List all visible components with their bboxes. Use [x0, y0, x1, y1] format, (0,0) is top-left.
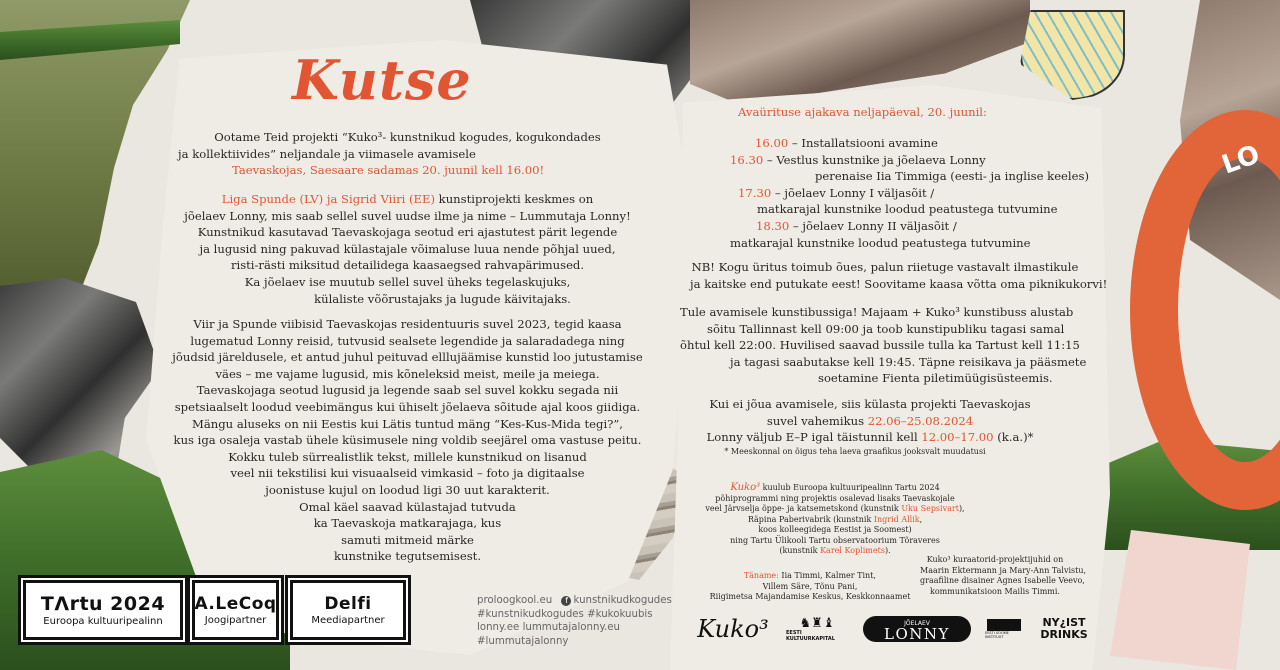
schedule-text: – jõelaev Lonny I väljasõit /	[771, 185, 935, 200]
cliff-photo-topright	[690, 0, 1030, 105]
bus-paragraph	[680, 304, 1087, 387]
visit-text: suvel vahemikus	[766, 413, 868, 428]
body-line: Liga Spunde (LV) ja Sigrid Viiri (EE) kunstiprojekti keskmes on	[221, 192, 594, 206]
body-line: ja kaitske end putukate eest! Soovitame kaasa võtta oma piknikukorvi!	[690, 276, 1108, 291]
credits-line: veel Järvselja õppe- ja katsemetskond (kunstnik Uku Sepsivart),	[705, 504, 965, 513]
visit-text: (k.a.)*	[993, 430, 1034, 445]
lifebuoy-label: LO	[1218, 139, 1264, 181]
partner-name: Delfi	[324, 594, 372, 614]
kulturkapital-text: EESTI KULTUURKAPITAL	[786, 629, 835, 642]
body-line: veel nii tekstilisi kui visuaalseid vimkasid – foto ja digitaalse	[230, 466, 585, 481]
body-line: ja lugusid ning pakuvad külastajale võimaluse luua nende põhjal uued,	[199, 241, 616, 256]
thanks-paragraph	[700, 571, 920, 603]
nyrist-drinks-text: NY¿IST	[1042, 616, 1086, 629]
visit-paragraph	[690, 396, 1050, 446]
page-title: Kutse	[292, 48, 472, 112]
credits-line: Kuko³ kuulub Euroopa kultuuripealinn Tartu 2024	[730, 482, 940, 493]
credits-line: ning Tartu Ülikooli Tartu observatoorium Tõraveres	[730, 535, 940, 545]
credits-line: koos kolleegidega Eestist ja Soomest)	[758, 525, 912, 534]
body-line: ja tagasi saabutakse kell 19:45. Täpne reisikava ja pääsmete	[730, 354, 1087, 369]
body-line-tail: kunstiprojekti keskmes on	[434, 192, 594, 206]
body-line: Omal käel saavad külastajad tutvuda	[299, 499, 516, 514]
link-row	[477, 594, 672, 608]
credits-paragraph	[690, 483, 980, 557]
schedule-time: 16.00	[755, 136, 789, 150]
thanks-line: Riigimetsa Majandamise Keskus, Keskkonnaamet	[709, 592, 911, 601]
curators-line: graafiline disainer Agnes Isabelle Veevo,	[920, 576, 1085, 585]
body-line: joonistuse kujul on loodud ligi 30 uut karakterit.	[265, 482, 550, 497]
link-websites[interactable]: lonny.ee lummutajalonny.eu	[477, 622, 620, 634]
schedule-item	[700, 185, 1100, 202]
visit-hours: 12.00–17.00	[921, 430, 994, 445]
body-line: soetamine Fienta piletimüügisüsteemis.	[818, 371, 1053, 386]
nb-paragraph	[690, 259, 1108, 292]
soome-instituut-text: EESTI SOOME INSTITUUT	[985, 631, 1009, 639]
residency-paragraph	[150, 316, 665, 565]
credits-line: Räpina Paberivabrik (kunstnik Ingrid Allik,	[747, 514, 923, 524]
partner-role: Meediapartner	[311, 615, 385, 626]
kuko-logo-text: Kuko³	[697, 615, 769, 643]
body-line: Mängu aluseks on nii Eestis kui Lätis tuntud mäng “Kes-Kus-Mida tegi?”,	[192, 416, 623, 431]
body-line: külaliste võõrustajaks ja lugude käivitajaks.	[314, 291, 571, 306]
body-line: õhtul kell 22:00. Huvilised saavad bussile tulla ka Tartust kell 11:15	[680, 338, 1080, 353]
schedule-item	[700, 168, 1100, 185]
schedule-time: 16.30	[730, 152, 764, 167]
body-line: Viir ja Spunde viibisid Taevaskojas residentuuris suvel 2023, tegid kaasa	[193, 317, 622, 331]
link-facebook[interactable]: kunstnikudkogudes	[573, 595, 672, 606]
kulturkapital-logo	[786, 616, 848, 642]
curators-line: Maarin Ektermann ja Mary-Ann Talvistu,	[920, 565, 1087, 575]
link-hashtags[interactable]: #kunstnikudkogudes #kukokuubis	[477, 608, 653, 620]
body-line: samuti mitmeid märke	[341, 532, 474, 547]
link-hashtag[interactable]: #lummutajalonny	[477, 635, 569, 647]
schedule-footnote: * Meeskonnal on õigus teha laeva graafikus jooksvalt muudatusi	[724, 447, 986, 456]
thanks-text: Iia Timmi, Kalmer Tint,	[778, 571, 876, 580]
body-line: Kui ei jõua avamisele, siis külasta projekti Taevaskojas	[709, 397, 1031, 411]
project-paragraph	[150, 191, 665, 307]
schedule-time: 17.30	[738, 185, 772, 200]
schedule-item	[700, 218, 1100, 235]
nyrist-drinks-text: DRINKS	[1040, 628, 1088, 641]
ink-drawing-bottomright	[1110, 530, 1250, 670]
schedule-text: – jõelaev Lonny II väljasõit /	[789, 218, 957, 233]
body-line: kus iga osaleja vastab ühele küsimusele ning voldib seejärel oma vastuse peitu.	[173, 433, 642, 448]
thanks-line: Villem Säre, Tõnu Pani,	[762, 581, 858, 591]
schedule-item	[700, 235, 1100, 252]
thanks-line	[700, 571, 920, 582]
credits-line: põhiprogrammi ning projektis osalevad lisaks Taevaskojale	[715, 493, 955, 503]
rock-photo-left	[0, 278, 160, 478]
link-website[interactable]: proloogkool.eu	[477, 595, 553, 606]
partner-role: Joogipartner	[204, 615, 267, 626]
visit-text: Lonny väljub E–P igal täistunnil kell	[706, 430, 922, 445]
soome-instituut-mark	[987, 619, 1021, 631]
partner-role: Euroopa kultuuripealinn	[43, 616, 163, 627]
body-line: Kokku tuleb sürrealistlik tekst, millele kunstnikud on lisanud	[228, 449, 587, 464]
facebook-icon: f	[561, 596, 571, 606]
glasshouse-illustration	[1020, 10, 1125, 100]
schedule-text: perenaise Iia Timmiga (eesti- ja inglise keeles)	[815, 169, 1089, 184]
links-block	[477, 594, 672, 648]
visit-dates: 22.06–25.08.2024	[867, 413, 974, 428]
curators-line: kommunikatsioon Mailis Timmi.	[930, 586, 1060, 596]
curators-paragraph	[920, 555, 1087, 597]
body-line: sõitu Tallinnast kell 09:00 ja toob kunstipubliku tagasi samal	[707, 321, 1065, 336]
body-line: spetsiaalselt loodud veebimängus kui ühiselt jõelaeva sõitude ajal koos giidiga.	[174, 399, 641, 414]
curators-line: Kuko³ kuraatorid-projektijuhid on	[926, 555, 1064, 564]
nyrist-drinks-logo	[1038, 616, 1090, 642]
schedule-list	[700, 135, 1100, 251]
schedule-text: matkarajal kunstnike loodud peatustega tutvumine	[757, 202, 1058, 217]
schedule-item	[700, 152, 1100, 169]
thanks-label: Täname:	[744, 571, 779, 580]
body-line: risti-rästi miksitud detailidega kaasaegsed rahvapärimused.	[230, 258, 585, 273]
body-line: Taevaskojaga seotud lugusid ja legende saab sel suvel kokku segada nii	[196, 383, 619, 398]
body-line: väes – me vajame lugusid, mis kõneleksid meist, meile ja meiega.	[215, 366, 600, 381]
schedule-text: – Installatsiooni avamine	[788, 136, 938, 150]
schedule-text: matkarajal kunstnike loodud peatustega tutvumine	[730, 235, 1031, 250]
intro-paragraph	[150, 129, 665, 179]
intro-line: ja kollektiivides” neljandale ja viimasele avamisele	[178, 146, 476, 161]
intro-line: Taevaskojas, Saesaare sadamas 20. juunil kell 16.00!	[232, 163, 545, 178]
schedule-title: Avaürituse ajakava neljapäeval, 20. juunil:	[738, 105, 987, 119]
body-line	[690, 413, 1050, 430]
body-line: jõudsid järeldusele, et antud juhul peituvad elllujäämise kunstid loo jutustamise	[172, 350, 643, 365]
body-line: Tule avamisele kunstibussiga! Majaam + Kuko³ kunstibuss alustab	[680, 305, 1074, 319]
body-line: Ka jõelaev ise muutub sellel suvel üheks tegelaskujuks,	[244, 274, 571, 289]
schedule-time: 18.30	[756, 218, 790, 233]
lonny-logo-text: LONNY	[884, 625, 950, 643]
body-line	[690, 429, 1050, 446]
partner-alecoq[interactable]	[192, 580, 279, 640]
lonny-logo-top: JÕELAEV	[904, 620, 930, 627]
schedule-text: – Vestlus kunstnike ja jõelaeva Lonny	[763, 152, 986, 167]
schedule-item	[700, 201, 1100, 218]
kulturkapital-icon: ♞♜♝	[799, 615, 835, 631]
credits-line: (kunstnik Karel Koplimets).	[779, 546, 891, 555]
schedule-item	[700, 135, 1100, 152]
body-line: kunstnike tegutsemisest.	[334, 549, 481, 564]
soome-instituut-logo	[985, 616, 1023, 642]
partner-name: A.LeCoq	[194, 594, 277, 614]
body-line: ka Taevaskoja matkarajaga, kus	[313, 516, 502, 531]
intro-line: Ootame Teid projekti “Kuko³- kunstnikud kogudes, kogukondades	[214, 130, 601, 144]
body-line: lugematud Lonny reisid, tutvusid sealsete legendide ja salaradadega ning	[190, 333, 625, 348]
kuko-logo	[694, 616, 772, 642]
body-line: jõelaev Lonny, mis saab sellel suvel uudse ilme ja nime – Lummutaja Lonny!	[184, 208, 631, 223]
lonny-logo	[863, 616, 971, 642]
partner-name: TΛrtu 2024	[40, 593, 166, 615]
partner-delfi[interactable]	[290, 580, 406, 640]
body-line: NB! Kogu üritus toimub õues, palun riietuge vastavalt ilmastikule	[691, 260, 1079, 274]
body-line: Kunstnikud kasutavad Taevaskojaga seotud eri ajastutest pärit legende	[197, 225, 618, 240]
partner-tartu-2024[interactable]	[23, 580, 183, 640]
